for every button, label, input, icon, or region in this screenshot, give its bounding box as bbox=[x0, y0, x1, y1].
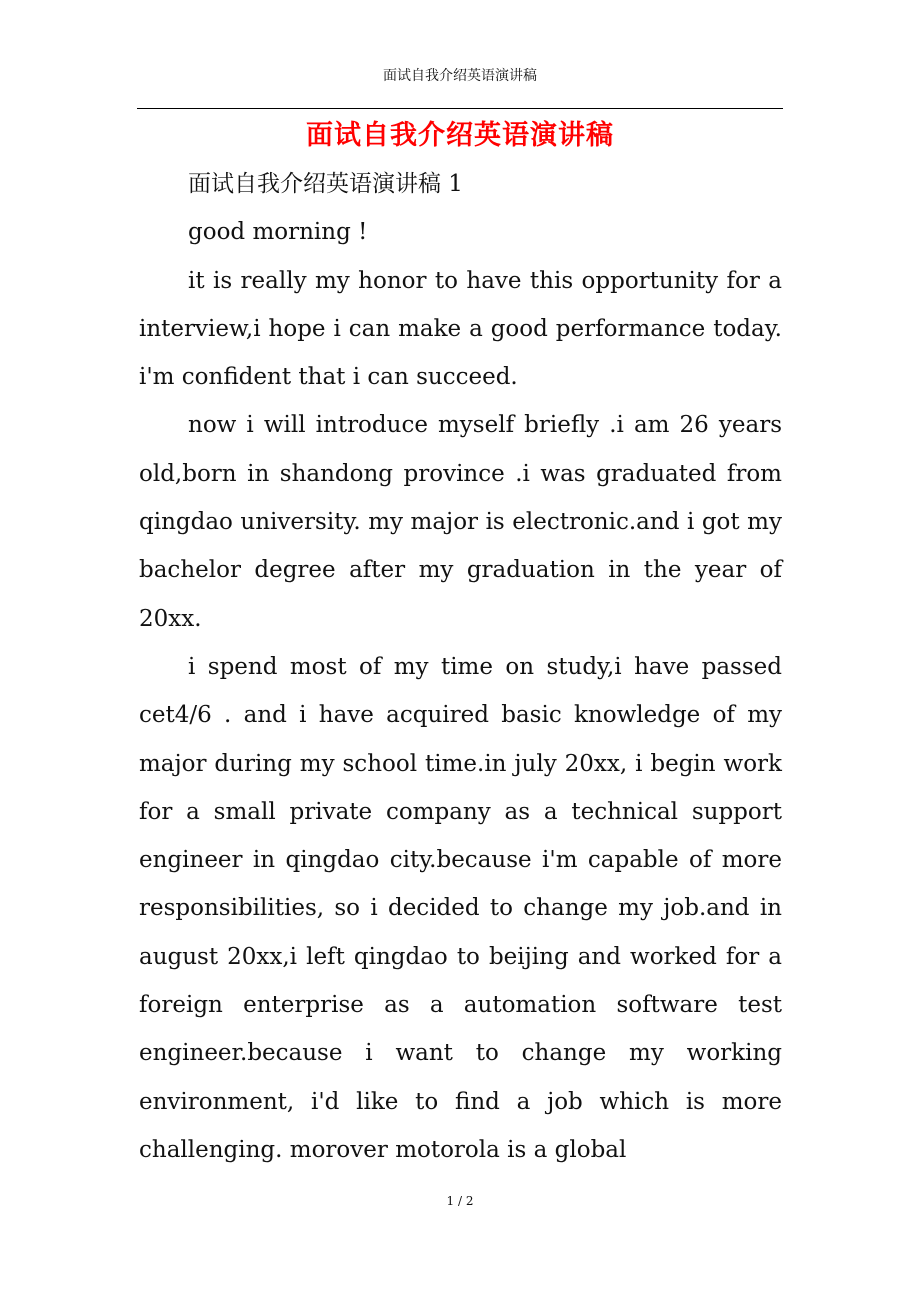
paragraph-3: i spend most of my time on study,i have passed cet4/6 . and i have acquired basic knowledge of my major during my school time.in july 20xx, i begin work for a small private company as a technical support engineer in qingdao city.because i'm capable of more responsibilities, so i decided to change my job.and in august 20xx,i left qingdao to beijing and worked for a foreign enterprise as a automation software test engineer.because i want to change my working environment, i'd like to find a job which is more challenging. morover motorola is a global bbox=[139, 653, 782, 1163]
paragraph-2: now i will introduce myself briefly .i am 26 years old,born in shandong province .i was graduated from qingdao university. my major is electronic.and i got my bachelor degree after my graduation in the year of 20xx. bbox=[139, 412, 782, 632]
document-body bbox=[139, 160, 782, 1174]
document-title: 面试自我介绍英语演讲稿 bbox=[306, 120, 614, 151]
header-rule bbox=[137, 108, 783, 109]
greeting: good morning ! bbox=[188, 219, 368, 246]
subtitle: 面试自我介绍英语演讲稿 1 bbox=[188, 171, 463, 197]
running-header: 面试自我介绍英语演讲稿 bbox=[383, 68, 537, 84]
paragraph-1: it is really my honor to have this opportunity for a interview,i hope i can make a good performance today. i'm confident that i can succeed. bbox=[139, 267, 782, 391]
page-number: 1 / 2 bbox=[446, 1194, 474, 1208]
